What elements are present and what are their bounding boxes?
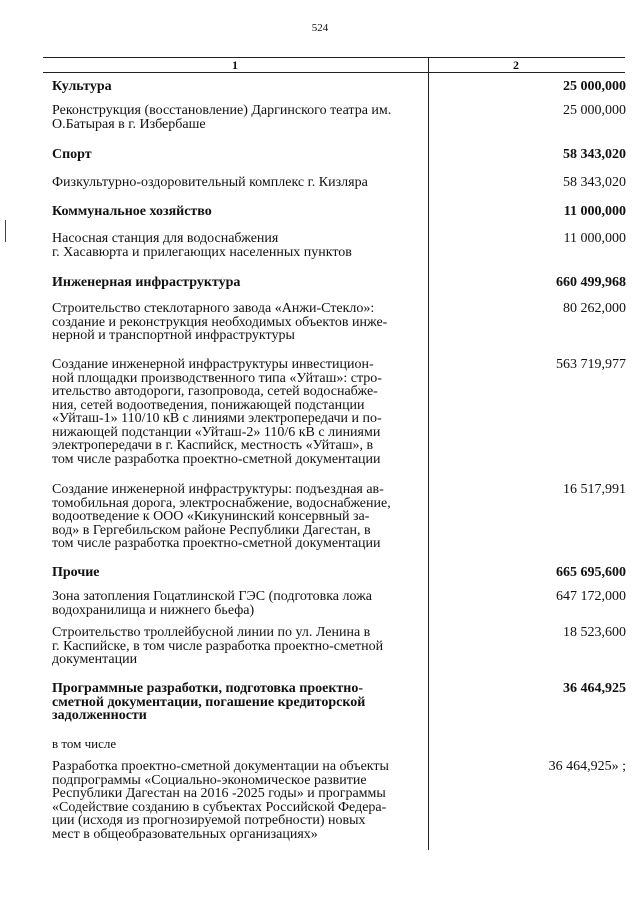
description-line: Прочие — [52, 565, 100, 580]
row-description — [52, 483, 422, 551]
description-line: Зона затопления Гоцатлинской ГЭС (подготовка ложа — [52, 589, 373, 604]
row-description — [52, 232, 422, 259]
description-line: Культура — [52, 79, 112, 94]
description-line: ния, сетей водоотведения, понижающей подстанции — [52, 397, 365, 413]
description-line: Строительство троллейбусной линии по ул. Ленина в — [52, 625, 371, 640]
description-line: вод» в Гергебильском районе Республики Дагестан, в — [52, 522, 371, 538]
description-line: сметной документации, погашение кредиторской — [52, 694, 366, 710]
row-description — [52, 760, 422, 841]
description-line: водоотведение к ООО «Кикунинский консервный за- — [52, 509, 370, 524]
description-line: Разработка проектно-сметной документации на объекты — [52, 759, 389, 774]
row-description — [52, 590, 422, 617]
row-amount: 665 695,600 — [556, 565, 626, 580]
description-line: «Уйташ-1» 110/10 кВ с линиями электропередачи и по- — [52, 411, 382, 426]
description-line: том числе разработка проектно-сметной документации — [52, 451, 381, 467]
row-amount: 18 523,600 — [563, 625, 626, 640]
description-line: Коммунальное хозяйство — [52, 204, 212, 219]
description-line: ной площадки производственного типа «Уйташ»: стро- — [52, 370, 382, 386]
header-col-2: 2 — [513, 58, 519, 72]
row-amount: 36 464,925 — [563, 681, 626, 696]
description-line: Республики Дагестан на 2016 -2025 годы» и программы — [52, 786, 386, 801]
description-line: нерной и транспортной инфраструктуры — [52, 328, 295, 343]
row-description — [52, 358, 422, 466]
row-amount: 563 719,977 — [556, 357, 626, 372]
description-line: документации — [52, 652, 138, 667]
column-divider — [428, 57, 429, 850]
description-line: Создание инженерной инфраструктуры инвестицион- — [52, 357, 374, 372]
row-description — [52, 104, 422, 131]
table-top-border — [43, 57, 625, 58]
row-description — [52, 276, 422, 290]
description-line: Создание инженерной инфраструктуры: подъездная ав- — [52, 482, 384, 497]
row-amount: 80 262,000 — [563, 301, 626, 316]
description-line: том числе разработка проектно-сметной документации — [52, 536, 381, 551]
description-line: электропередачи в г. Каспийск, местность «Уйташ», в — [52, 438, 374, 453]
description-line: ции (исходя из прогнозируемой потребности) новых — [52, 813, 366, 828]
row-amount: 36 464,925» ; — [548, 759, 626, 774]
description-line: О.Батырая в г. Избербаше — [52, 116, 206, 132]
description-line: подпрограммы «Социально-экономическое развитие — [52, 772, 367, 788]
header-col-1: 1 — [232, 58, 238, 72]
description-line: нижающей подстанции «Уйташ-2» 110/6 кВ с линиями — [52, 424, 381, 440]
description-line: ительство автодороги, газопровода, сетей водоснабже- — [52, 384, 378, 399]
description-line: мест в общеобразовательных организациях» — [52, 826, 318, 842]
row-description — [52, 205, 422, 219]
row-amount: 16 517,991 — [563, 482, 626, 497]
description-line: Строительство стеклотарного завода «Анжи-Стекло»: — [52, 301, 375, 316]
description-line: Инженерная инфраструктура — [52, 275, 241, 290]
description-line: водохранилища и нижнего бьефа) — [52, 602, 255, 618]
row-amount: 25 000,000 — [563, 79, 626, 94]
row-amount: 58 343,020 — [563, 147, 626, 162]
row-amount: 58 343,020 — [563, 175, 626, 190]
row-amount: 660 499,968 — [556, 275, 626, 290]
row-description — [52, 626, 422, 667]
row-description — [52, 148, 422, 162]
description-line: г. Хасавюрта и прилегающих населенных пунктов — [52, 244, 352, 260]
row-amount: 647 172,000 — [556, 589, 626, 604]
description-line: г. Каспийске, в том числе разработка проектно-сметной — [52, 638, 384, 654]
description-line: Спорт — [52, 147, 92, 162]
description-line: «Содействие созданию в субъектах Российской Федера- — [52, 799, 387, 815]
description-line: Насосная станция для водоснабжения — [52, 231, 279, 246]
row-description — [52, 566, 422, 580]
description-line: томобильная дорога, электроснабжение, водоснабжение, — [52, 495, 391, 511]
description-line: Физкультурно-оздоровительный комплекс г. Кизляра — [52, 175, 368, 190]
description-line: в том числе — [52, 736, 117, 751]
row-amount: 25 000,000 — [563, 103, 626, 118]
row-description — [52, 682, 422, 723]
row-description — [52, 737, 422, 751]
row-amount: 11 000,000 — [563, 204, 626, 219]
row-description — [52, 302, 422, 343]
description-line: создание и реконструкция необходимых объектов инже- — [52, 314, 388, 330]
page-number: 524 — [311, 22, 329, 34]
scan-mark — [5, 220, 6, 242]
row-description — [52, 80, 422, 94]
header-bottom-border — [43, 72, 625, 73]
description-line: задолженности — [52, 708, 147, 723]
description-line: Программные разработки, подготовка проектно- — [52, 681, 364, 696]
description-line: Реконструкция (восстановление) Даргинского театра им. — [52, 103, 392, 118]
row-amount: 11 000,000 — [563, 231, 626, 246]
row-description — [52, 176, 422, 190]
